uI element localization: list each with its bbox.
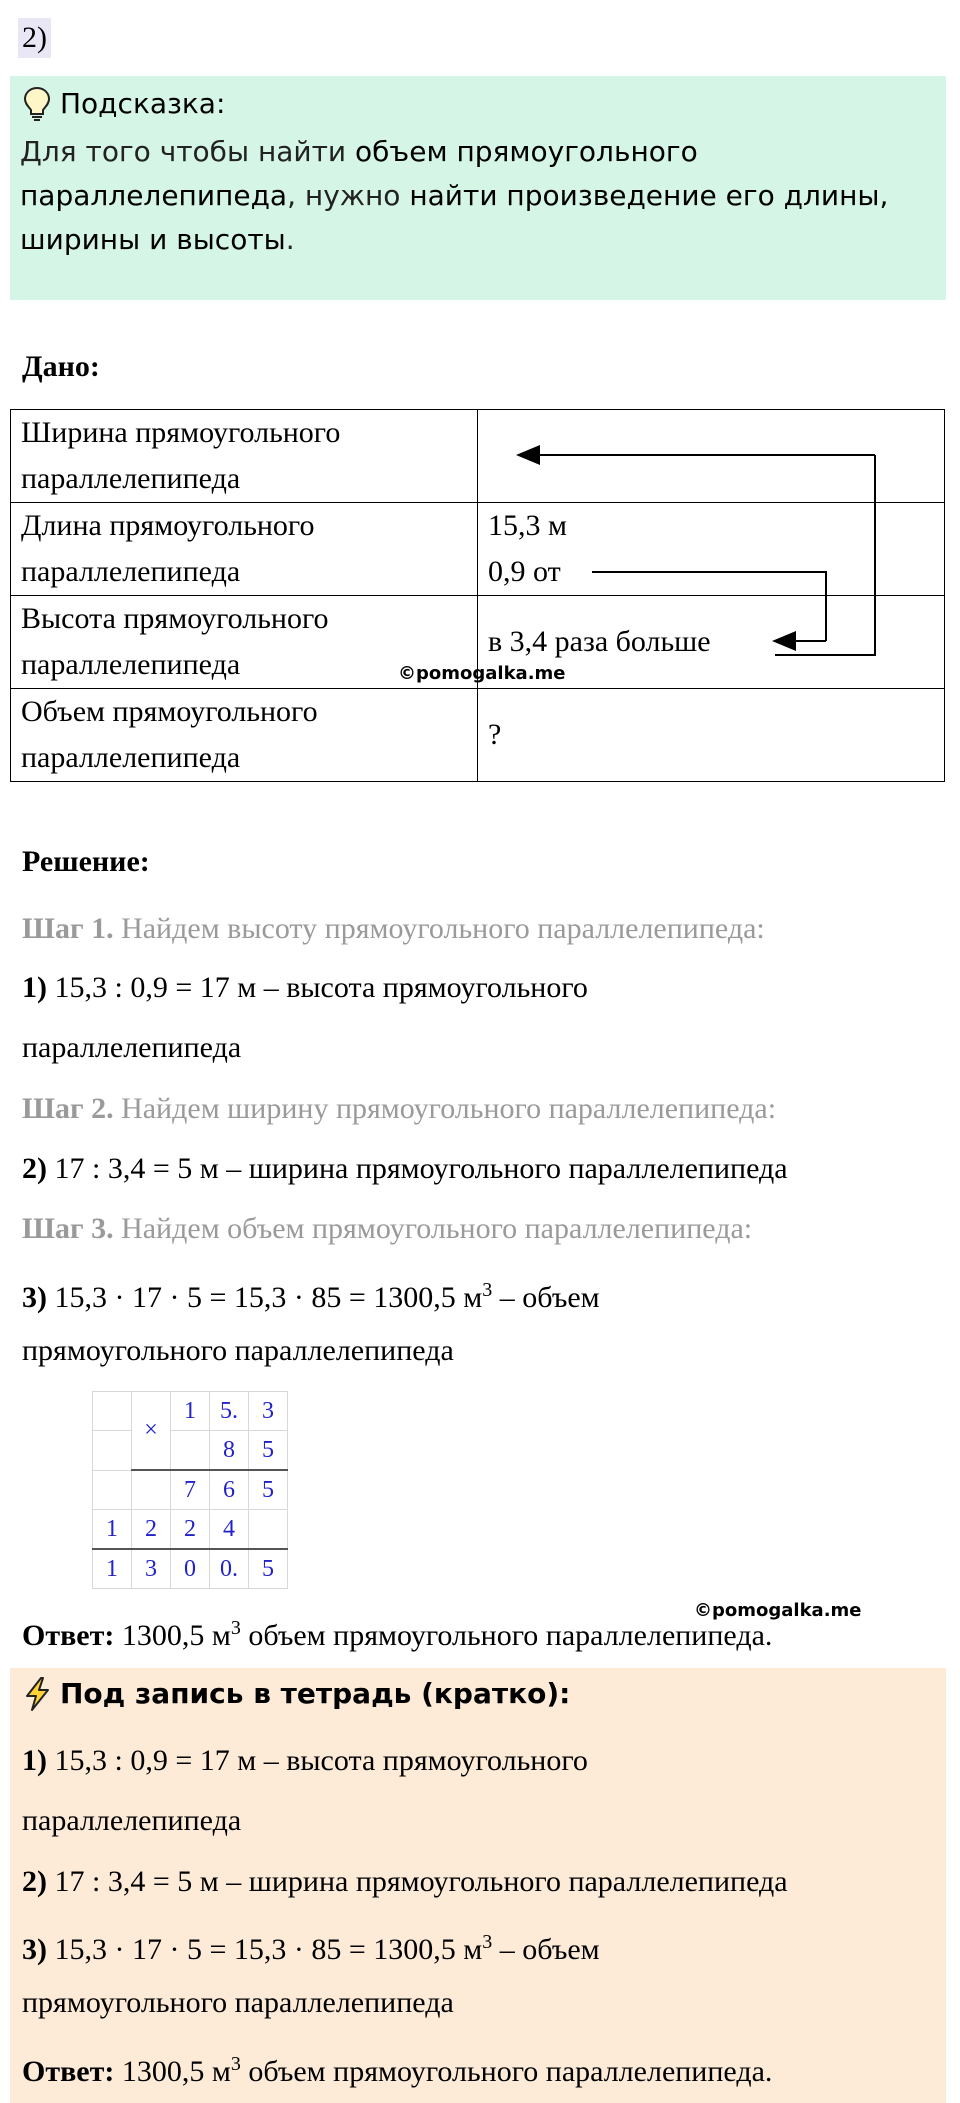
calc-row: 8 5 [93,1431,288,1471]
hint-bold-1: объем прямоугольного параллелепипеда [20,135,698,212]
step-2: Шаг 2. Найдем ширину прямоугольного параллелепипеда: [22,1092,777,1125]
hint-title: Подсказка: [60,87,226,120]
calc-row: 7 6 5 [93,1470,288,1510]
relation-arrows [0,0,960,800]
given-row-3-value: в 3,4 раза больше [478,596,945,689]
given-row-2-value: 15,3 м 0,9 от [478,503,945,596]
given-row-1-name: Ширина прямоугольного параллелепипеда [11,410,478,503]
watermark: ©pomogalka.me [694,1600,862,1621]
notebook-eq-3-cont: прямоугольного параллелепипеда [22,1986,454,2019]
given-label: Дано: [22,350,100,383]
notebook-title: Под запись в тетрадь (кратко): [60,1677,571,1710]
equation-3: 3) 15,3 · 17 · 5 = 15,3 · 85 = 1300,5 $м^3$ – объем [22,1279,600,1314]
calc-row: 1 2 2 4 [93,1510,288,1550]
notebook-eq-1: 1) 15,3 : 0,9 = 17 м – высота прямоугольного [22,1744,588,1777]
calc-row: × 1 5. 3 [93,1392,288,1431]
given-row-2-name: Длина прямоугольного параллелепипеда [11,503,478,596]
hint-bold-2: найти произведение его длины, ширины и высоты [20,179,889,256]
item-number: 2) [18,18,51,58]
column-multiplication [92,1391,288,1589]
answer: Ответ: 1300,5 $м^3$ объем прямоугольного параллелепипеда. [22,1617,773,1652]
hint-text: Для того чтобы найти объем прямоугольного параллелепипеда, нужно найти произведение его длины, ширины и высоты. [20,135,889,256]
notebook-eq-2: 2) 17 : 3,4 = 5 м – ширина прямоугольного параллелепипеда [22,1865,788,1898]
step-3: Шаг 3. Найдем объем прямоугольного параллелепипеда: [22,1212,753,1245]
equation-2: 2) 17 : 3,4 = 5 м – ширина прямоугольного параллелепипеда [22,1152,788,1185]
arrow-height [592,572,826,641]
given-row-4-value: ? [478,689,945,782]
notebook-answer: Ответ: 1300,5 $м^3$ объем прямоугольного параллелепипеда. [22,2053,773,2088]
equation-1: 1) 15,3 : 0,9 = 17 м – высота прямоугольного [22,971,588,1004]
solution-label: Решение: [22,845,150,878]
notebook-eq-1-cont: параллелепипеда [22,1804,242,1837]
given-row-3-name: Высота прямоугольного параллелепипеда [11,596,478,689]
watermark: ©pomogalka.me [398,663,566,684]
equation-3-cont: прямоугольного параллелепипеда [22,1334,454,1367]
equation-1-cont: параллелепипеда [22,1031,242,1064]
lightning-icon [22,1676,52,1712]
notebook-eq-3: 3) 15,3 · 17 · 5 = 15,3 · 85 = 1300,5 $м^3$ – объем [22,1931,600,1966]
calc-row: 1 3 0 0. 5 [93,1549,288,1589]
given-row-4-name: Объем прямоугольного параллелепипеда [11,689,478,782]
step-1: Шаг 1. Найдем высоту прямоугольного параллелепипеда: [22,912,765,945]
notebook-header [22,1672,570,1716]
